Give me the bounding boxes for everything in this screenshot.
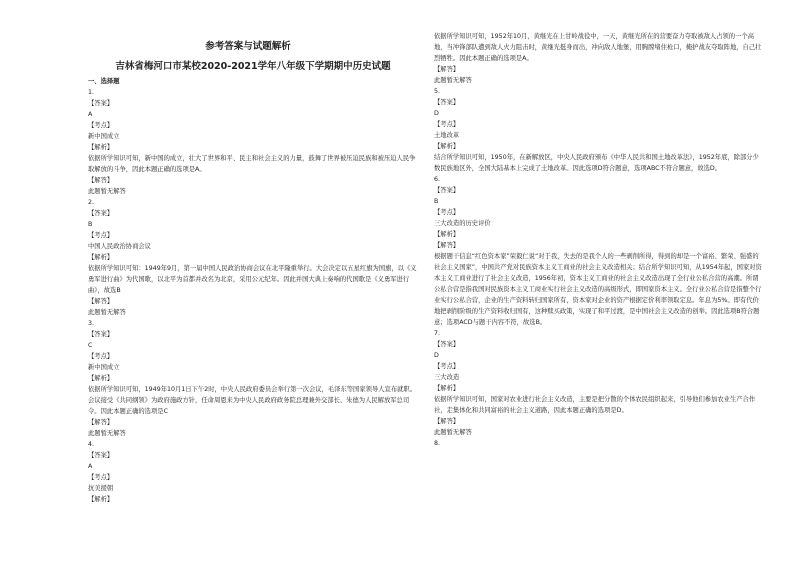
left-text-line: 【答案】: [88, 452, 114, 459]
right-text-line: D: [434, 352, 439, 359]
right-text-line: 三大改造: [434, 374, 460, 381]
left-text-line: 【考点】: [88, 474, 114, 481]
left-text-line: 4.: [88, 441, 95, 448]
right-text-line: 【解答】: [434, 418, 460, 425]
right-text-line: 三大改造的历史评价: [434, 220, 491, 227]
left-text-line: 【考点】: [88, 232, 114, 239]
left-text-line: 依据所学知识可知：1949年9月，第一届中国人民政治协商会议在北平隆重举行。大会决定以五星红旗为国旗，以《义勇军进行曲》为代国歌，以北平为首都并改名为北京，采用公元纪年。因此并国大典上奏响的代国歌是《义勇军进行曲》，故选B: [88, 265, 417, 294]
left-text-line: 此题暂无解答: [88, 309, 126, 316]
right-text-line: 【答案】: [434, 341, 460, 348]
left-text-line: 此题暂无解答: [88, 430, 126, 437]
left-text-line: 抗美援朝: [88, 485, 114, 492]
right-text-line: 【解析】: [434, 231, 460, 238]
right-text-line: 【解析】: [434, 143, 460, 150]
left-text-line: 【解答】: [88, 177, 114, 184]
right-text-line: 【考点】: [434, 209, 460, 216]
right-text-line: 8.: [434, 440, 441, 447]
left-text-line: 新中国成立: [88, 364, 120, 371]
right-text-line: 7.: [434, 330, 441, 337]
left-text-line: A: [88, 111, 93, 118]
right-text-line: 依据所学知识可知，国家对农业进行社会主义改造，主要是把分散的个体农民组织起来，引导他们参加农业生产合作社，走集体化和共同富裕的社会主义道路，因此本题正确的选项是D。: [434, 396, 756, 414]
left-text-line: 新中国成立: [88, 133, 120, 140]
left-text-line: B: [88, 221, 93, 228]
left-column-body: [88, 76, 418, 505]
left-text-line: 一、选择题: [88, 78, 120, 85]
left-text-line: 2.: [88, 199, 95, 206]
left-text-line: A: [88, 463, 93, 470]
right-text-line: 【考点】: [434, 363, 460, 370]
right-text-line: B: [434, 198, 439, 205]
left-text-line: 【答案】: [88, 210, 114, 217]
document-title: 参考答案与试题解析: [205, 41, 291, 52]
left-column: [88, 40, 418, 505]
left-text-line: 【解析】: [88, 496, 114, 503]
left-text-line: 【考点】: [88, 122, 114, 129]
left-text-line: 依据所学知识可知，1949年10月1日下午2时，中央人民政府委员会举行第一次会议，毛泽东等国家领导人宣布就职。会议接受《共同纲领》为政府施政方针，任命周恩来为中央人民政府政务院总理兼外交部长、朱德为人民解放军总司令。因此本题正确的选项是C: [88, 386, 417, 415]
right-column: [434, 31, 764, 449]
right-text-line: 【考点】: [434, 121, 460, 128]
left-text-line: 【解析】: [88, 375, 114, 382]
left-text-line: 【解答】: [88, 298, 114, 305]
right-text-line: 5.: [434, 88, 441, 95]
right-text-line: 【答案】: [434, 99, 460, 106]
left-text-line: 【答案】: [88, 331, 114, 338]
right-text-line: 此题暂无解答: [434, 429, 472, 436]
left-text-line: 此题暂无解答: [88, 188, 126, 195]
right-text-line: 【解答】: [434, 242, 460, 249]
left-text-line: 【考点】: [88, 353, 114, 360]
right-text-line: 【解析】: [434, 385, 460, 392]
right-text-line: 依据所学知识可知，1952年10月，黄继光在上甘岭战役中，一天，黄继光所在的营要奋力夺取被敌人占领的一个高地，当冲锋部队遭到敌人火力阻击时，黄继光挺身而出，冲向敌人地堡，用胸膛堵住枪口，掩护战友夺取阵地，自己壮烈牺牲。因此本题正确的选项是A。: [434, 33, 762, 62]
right-text-line: D: [434, 110, 439, 117]
right-text-line: 【答案】: [434, 187, 460, 194]
left-text-line: C: [88, 342, 93, 349]
right-text-line: 根据题干信息“红色资本家”荣毅仁说“对于我，失去的是我个人的一些剥削所得，得到的却是一个富裕、繁荣、强盛的社会主义国家”，中国共产党对民族资本主义工商业的社会主义改造相关；结合所学知识可知，从1954年起，国家对资本主义工商业进行了社会主义改造，1956年初，资本主义工商业的社会主义改造出现了全行业公私合营的高潮。所谓公私合营是指我国对民族资本主义工商业实行社会主义改造的高级形式，即国家资本主义。全行业公私合营是指整个行业实行公私合营，企业的生产资料转归国家所有，资本家对企业的资产根据定价利率领取定息。年息为5%。即有代价地把剥削阶级的生产资料收归国有，这种赎买政策，实现了和平过渡，是中国社会主义改造的创举。因此选项B符合题意；选项ACD与题干内容不符，故选B。: [434, 253, 762, 326]
document-subtitle: 吉林省梅河口市某校2020-2021学年八年级下学期期中历史试题: [115, 61, 391, 72]
right-column-body: [434, 31, 764, 449]
left-text-line: 【解析】: [88, 254, 114, 261]
left-text-line: 【解析】: [88, 144, 114, 151]
left-text-line: 3.: [88, 320, 95, 327]
left-text-line: 依据所学知识可知，新中国的成立，壮大了世界和平、民主和社会主义的力量，鼓舞了世界被压迫民族和被压迫人民争取解放的斗争，因此本题正确的选项是A。: [88, 155, 416, 173]
right-text-line: 此题暂无解答: [434, 77, 472, 84]
right-text-line: 6.: [434, 176, 441, 183]
right-text-line: 结合所学知识可知，1950年，在新解放区，中央人民政府颁布《中华人民共和国土地改革法》，1952年底，除部分少数民族地区外，全国大陆基本上完成了土地改革。因此选项D符合题意，选项ABC不符合题意，故选D。: [434, 154, 759, 172]
left-text-line: 【答案】: [88, 100, 114, 107]
left-text-line: 1.: [88, 89, 95, 96]
right-text-line: 【解答】: [434, 66, 460, 73]
left-text-line: 【解答】: [88, 419, 114, 426]
right-text-line: 土地改革: [434, 132, 460, 139]
left-text-line: 中国人民政治协商会议: [88, 243, 151, 250]
